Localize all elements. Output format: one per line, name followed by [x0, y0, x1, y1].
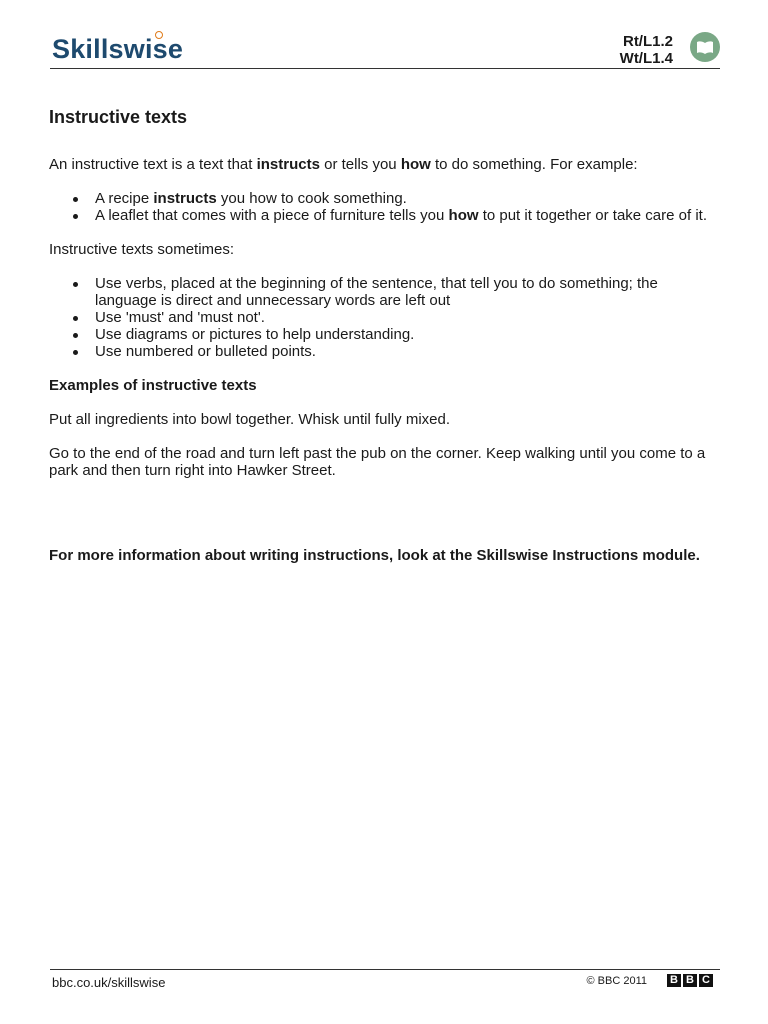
- list-item: Use numbered or bulleted points.: [95, 343, 719, 360]
- list-item: [95, 190, 719, 207]
- list-item-bold: how: [448, 207, 479, 224]
- list-item: Use diagrams or pictures to help understanding.: [95, 326, 719, 343]
- bbc-logo-letter: C: [699, 974, 713, 987]
- example-text-1: Put all ingredients into bowl together. Whisk until fully mixed.: [49, 411, 451, 428]
- header-divider: [50, 68, 720, 69]
- list-item: Use 'must' and 'must not'.: [95, 309, 719, 326]
- list-item-text: to put it together or take care of it.: [478, 207, 707, 224]
- page-title: Instructive texts: [49, 107, 188, 127]
- level-writing: Wt/L1.4: [619, 50, 673, 67]
- bbc-logo-letter: B: [683, 974, 697, 987]
- list-item: Use verbs, placed at the beginning of the sentence, that tell you to do something; the language is direct and unnecessary words are left out: [95, 275, 719, 309]
- examples-bullet-list: [49, 190, 719, 224]
- examples-heading: Examples of instructive texts: [49, 377, 257, 394]
- intro-paragraph: [49, 156, 719, 173]
- footer-copyright-area: [587, 974, 714, 987]
- example-text-2: Go to the end of the road and turn left past the pub on the corner. Keep walking until you come to a park and then turn right into Hawker Street.: [49, 445, 706, 479]
- skillswise-logo[interactable]: Skillswise: [52, 34, 184, 64]
- list-item-text: A leaflet that comes with a piece of furniture tells you: [95, 207, 449, 224]
- intro-bold-how: how: [400, 156, 431, 173]
- level-reading: Rt/L1.2: [622, 33, 673, 50]
- book-icon: [690, 32, 720, 62]
- features-bullet-list: [49, 275, 719, 360]
- list-item-text: A recipe: [95, 190, 154, 207]
- page-header: [50, 28, 720, 70]
- spacer: [49, 496, 719, 547]
- sometimes-label: Instructive texts sometimes:: [49, 241, 235, 258]
- intro-text-3: to do something. For example:: [430, 156, 638, 173]
- bbc-logo: [665, 974, 713, 987]
- footer-url-link[interactable]: bbc.co.uk/skillswise: [52, 975, 166, 990]
- footer-divider: [50, 969, 720, 970]
- curriculum-levels: [620, 33, 673, 67]
- intro-bold-instructs: instructs: [256, 156, 320, 173]
- intro-text-1: An instructive text is a text that: [49, 156, 257, 173]
- list-item: [95, 207, 719, 224]
- list-item-bold: instructs: [153, 190, 217, 207]
- logo-dot-icon: [155, 31, 163, 39]
- bbc-logo-letter: B: [667, 974, 681, 987]
- intro-text-2: or tells you: [319, 156, 401, 173]
- more-info-note: For more information about writing instructions, look at the Skillswise Instructions module.: [49, 547, 700, 564]
- list-item-text: you how to cook something.: [216, 190, 407, 207]
- copyright-text: © BBC 2011: [586, 974, 647, 987]
- main-content: [49, 106, 719, 581]
